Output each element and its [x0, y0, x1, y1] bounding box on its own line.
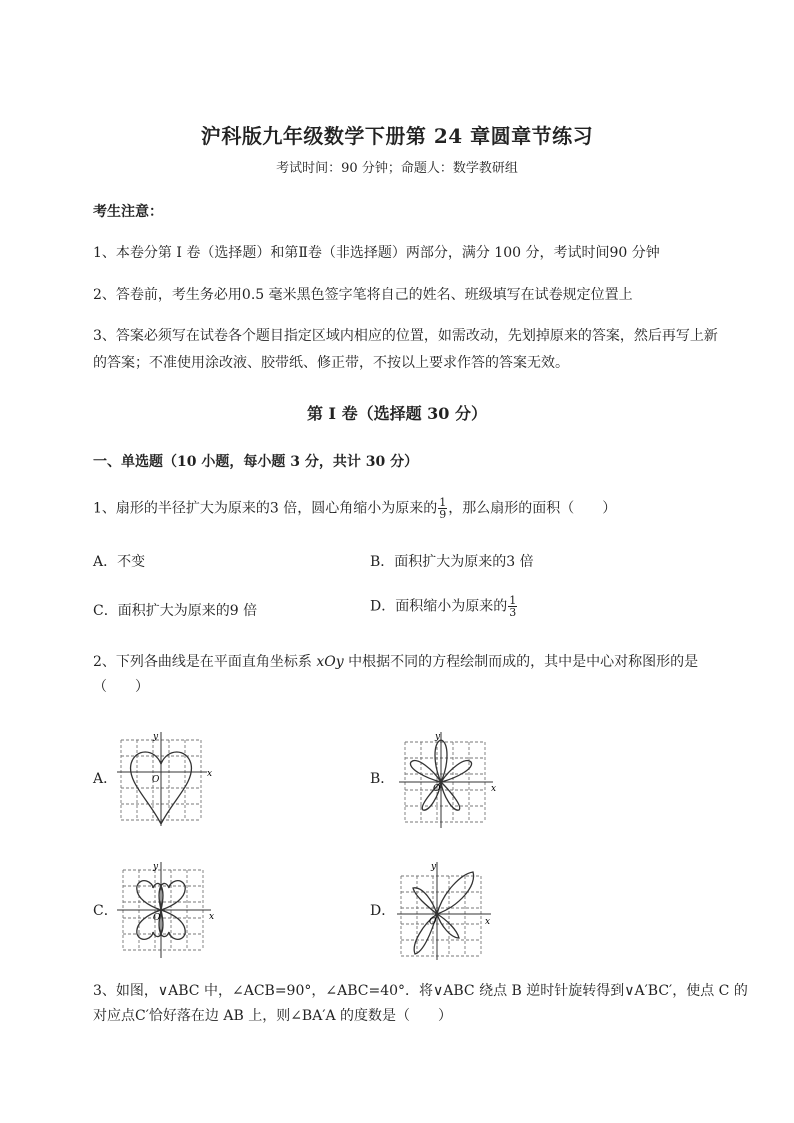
graph-d-y-label: y — [431, 862, 437, 872]
question-1-stem — [93, 497, 616, 520]
notice-heading: 考生注意： — [93, 204, 163, 220]
notice-item-1: 1、本卷分第 I 卷（选择题）和第Ⅱ卷（非选择题）两部分，满分 100 分，考试时间90 分钟 — [93, 245, 660, 261]
section-title: 第 I 卷（选择题 30 分） — [306, 404, 488, 423]
notice-item-3-cont: 的答案；不准使用涂改液、胶带纸、修正带，不按以上要求作答的答案无效。 — [93, 355, 569, 371]
q1-d-frac-num: 1 — [509, 594, 517, 607]
q1-option-d-fraction — [508, 595, 517, 618]
question-2-stem — [93, 651, 698, 671]
q2-label-d: D． — [370, 903, 396, 919]
graph-a-axes — [117, 732, 207, 826]
q1-option-d — [370, 595, 518, 618]
graph-a-y-label: y — [153, 732, 159, 742]
q2-stem-tail: 中根据不同的方程绘制而成的，其中是中心对称图形的是 — [348, 654, 699, 670]
graph-b-y-label: y — [435, 732, 441, 742]
page-title: 沪科版九年级数学下册第 24 章圆章节练习 — [200, 124, 594, 148]
question-3-line-2: 对应点C′恰好落在边 AB 上，则∠BA′A 的度数是（ ） — [93, 1008, 453, 1024]
leaf-curves — [413, 872, 474, 954]
graph-a-x-label: x — [207, 769, 213, 779]
q1-d-frac-den: 3 — [509, 606, 517, 619]
q1-fraction — [438, 497, 447, 520]
graph-b-x-label: x — [491, 784, 497, 794]
q2-label-a: A． — [93, 771, 118, 787]
graph-c-axes — [117, 862, 211, 958]
part-heading: 一、单选题（10 小题，每小题 3 分，共计 30 分） — [93, 454, 419, 470]
graph-c-x-label: x — [209, 912, 215, 922]
exam-info: 考试时间：90 分钟；命题人：数学教研组 — [276, 161, 518, 176]
graph-d-leaves — [393, 858, 498, 963]
graph-c-clover — [113, 858, 218, 963]
notice-item-3: 3、答案必须写在试卷各个题目指定区域内相应的位置，如需改动，先划掉原来的答案，然后再写上新 — [93, 328, 718, 344]
graph-a-heart — [113, 728, 213, 828]
q1-option-d-text: D．面积缩小为原来的 — [370, 598, 508, 615]
q1-option-b: B．面积扩大为原来的3 倍 — [370, 554, 534, 570]
q2-label-b: B． — [370, 771, 395, 787]
graph-c-origin: O — [153, 913, 161, 923]
q1-stem-text: 1、扇形的半径扩大为原来的3 倍，圆心角缩小为原来的 — [93, 500, 438, 517]
q2-label-c: C． — [93, 903, 118, 919]
notice-item-2: 2、答卷前，考生务必用0.5 毫米黑色签字笔将自己的姓名、班级填写在试卷规定位置上 — [93, 287, 633, 303]
graph-a-origin: O — [152, 775, 160, 785]
q2-stem-variable: xOy — [311, 654, 349, 670]
graph-b-flower — [395, 728, 500, 833]
q1-option-c: C．面积扩大为原来的9 倍 — [93, 603, 258, 619]
q1-frac-den: 9 — [439, 508, 447, 521]
q1-stem-tail: ，那么扇形的面积（ ） — [448, 500, 617, 517]
graph-c-y-label: y — [153, 862, 159, 872]
q2-stem-text: 2、下列各曲线是在平面直角坐标系 — [93, 654, 312, 670]
q1-frac-num: 1 — [439, 496, 447, 509]
graph-d-origin: O — [429, 917, 437, 927]
graph-d-x-label: x — [485, 917, 491, 927]
graph-b-origin: O — [433, 784, 441, 794]
q1-option-a: A．不变 — [93, 554, 146, 570]
question-3-line-1: 3、如图，∨ABC 中，∠ACB=90°，∠ABC=40°．将∨ABC 绕点 B 逆时针旋转得到∨A′BC′，使点 C 的 — [93, 983, 748, 999]
q2-answer-bracket: （ ） — [93, 679, 149, 695]
